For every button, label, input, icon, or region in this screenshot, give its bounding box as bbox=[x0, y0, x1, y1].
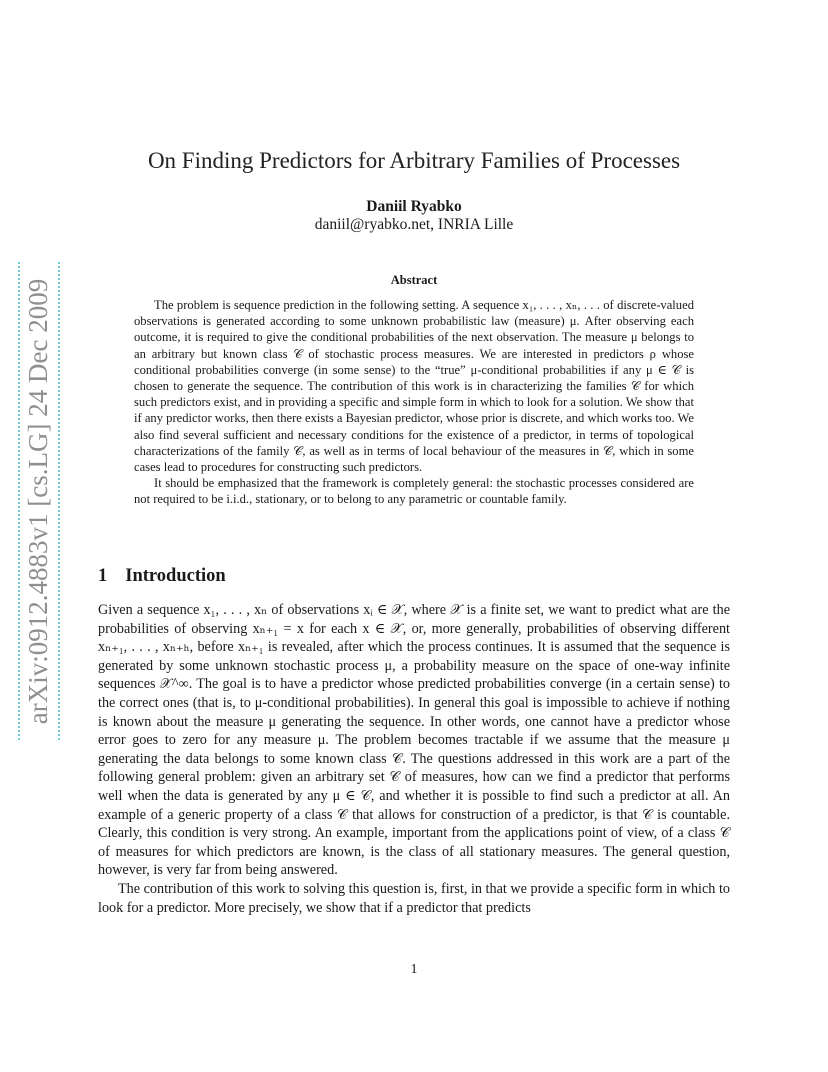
section-number: 1 bbox=[98, 566, 108, 586]
section-title: Introduction bbox=[125, 566, 226, 586]
page-number: 1 bbox=[410, 962, 418, 977]
arxiv-identifier: arXiv:0912.4883v1 [cs.LG] 24 Dec 2009 bbox=[23, 278, 54, 724]
author-affiliation: daniil@ryabko.net, INRIA Lille bbox=[314, 216, 514, 233]
abstract-body bbox=[134, 297, 694, 508]
author-name: Daniil Ryabko bbox=[366, 198, 462, 215]
abstract-paragraph: The problem is sequence prediction in the following setting. A sequence x₁, . . . , xₙ, . . . of discrete-valued observations is generated according to some unknown probabilistic law (measure) μ. After observing each outcome, it is required to give the conditional probabilities of the next observation. The measure μ belongs to an arbitrary but known class 𝒞 of stochastic process measures. We are interested in predictors ρ whose conditional probabilities converge (in some sense) to the “true” μ-conditional probabilities if any μ ∈ 𝒞 is chosen to generate the sequence. The contribution of this work is in characterizing the families 𝒞 for which such predictors exist, and in providing a specific and simple form in which to look for a solution. We show that if any predictor works, then there exists a Bayesian predictor, whose prior is discrete, and which works too. We also find several sufficient and necessary conditions for the existence of a predictor, in terms of topological characterizations of the family 𝒞, as well as in terms of local behaviour of the measures in 𝒞, which in some cases lead to procedures for constructing such predictors. bbox=[134, 298, 694, 475]
paper-title: On Finding Predictors for Arbitrary Families of Processes bbox=[147, 148, 681, 173]
arxiv-sidebar-stamp bbox=[18, 262, 60, 740]
body-paragraph: Given a sequence x₁, . . . , xₙ of observations xᵢ ∈ 𝒳, where 𝒳 is a finite set, we want to predict what are the probabilities of observing xₙ₊₁ = x for each x ∈ 𝒳, or, more generally, probabilities of observing different xₙ₊₁, . . . , xₙ₊ₕ, before xₙ₊₁ is revealed, after which the process continues. It is assumed that the sequence is generated by some unknown stochastic process μ, a probability measure on the space of one-way infinite sequences 𝒳^∞. The goal is to have a predictor whose predicted probabilities converge (in a certain sense) to the correct ones (that is, to μ-conditional probabilities). In general this goal is impossible to achieve if nothing is known about the measure μ generating the sequence. In other words, one cannot have a predictor whose error goes to zero for any measure μ. The problem becomes tractable if we assume that the measure μ generating the data belongs to some known class 𝒞. The questions addressed in this work are a part of the following general problem: given an arbitrary set 𝒞 of measures, how can we find a predictor that performs well when the data is generated by any μ ∈ 𝒞, and whether it is possible to find such a predictor at all. An example of a generic property of a class 𝒞 that allows for construction of a predictor, is that 𝒞 is countable. Clearly, this condition is very strong. An example, important from the applications point of view, of a class 𝒞 of measures for which predictors are known, is the class of all stationary measures. The general question, however, is very far from being answered. bbox=[98, 602, 730, 879]
section-body bbox=[98, 601, 730, 917]
abstract-heading: Abstract bbox=[390, 273, 438, 287]
body-paragraph: The contribution of this work to solving this question is, first, in that we provide a specific form in which to look for a predictor. More precisely, we show that if a predictor that predicts bbox=[98, 880, 730, 916]
abstract-paragraph: It should be emphasized that the framework is completely general: the stochastic processes considered are not required to be i.i.d., stationary, or to belong to any parametric or countable family. bbox=[134, 476, 694, 507]
section-heading bbox=[98, 566, 226, 587]
